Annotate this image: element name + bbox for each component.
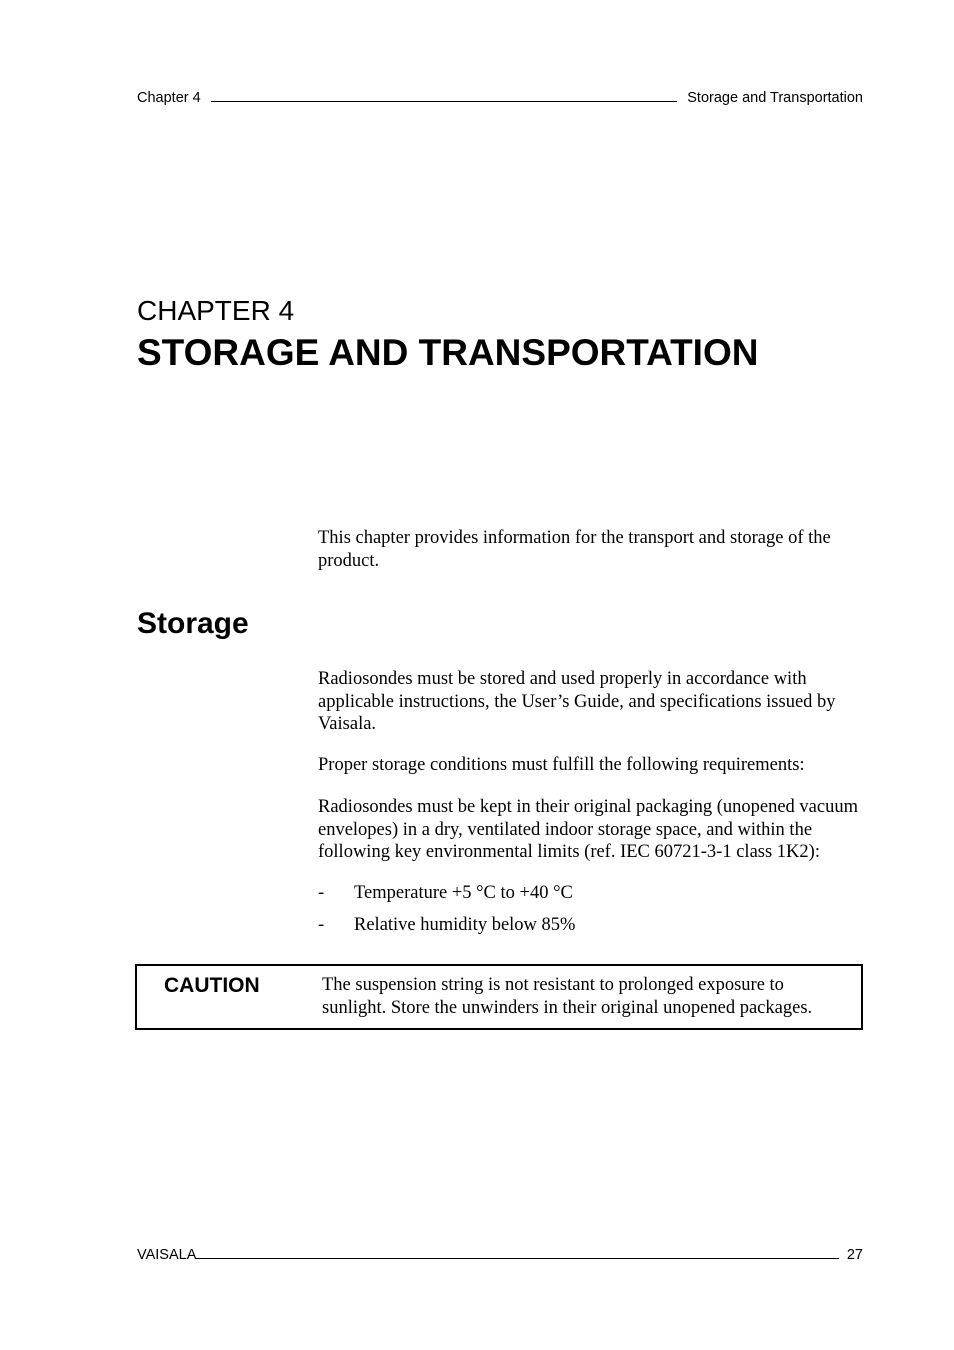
page-number: 27 (846, 1247, 863, 1263)
list-item-text: Relative humidity below 85% (354, 915, 576, 935)
list-marker: - (318, 883, 325, 903)
header-rule (211, 101, 678, 102)
storage-paragraph-3: Radiosondes must be kept in their original packaging (unopened vacuum envelopes) in a dry, ventilated indoor storage space, and within the following key environmental limits (ref. IEC 60721-3-1 class 1K2): (318, 797, 858, 862)
intro-paragraph: This chapter provides information for the transport and storage of the product. (318, 528, 831, 571)
list-marker: - (318, 915, 325, 935)
list-item (318, 915, 863, 937)
caution-box (135, 964, 863, 1030)
caution-text: The suspension string is not resistant to prolonged exposure to sunlight. Store the unwinders in their original unopened packages. (322, 975, 813, 1018)
caution-label: CAUTION (164, 974, 260, 997)
header-section-title: Storage and Transportation (687, 90, 863, 106)
storage-paragraph-1: Radiosondes must be stored and used properly in accordance with applicable instructions, the User’s Guide, and specifications issued by Vaisala. (318, 669, 836, 734)
header-chapter: Chapter 4 (137, 90, 201, 106)
footer-company: VAISALA (137, 1247, 197, 1263)
chapter-title: STORAGE AND TRANSPORTATION (137, 332, 759, 373)
environmental-limits-list (318, 883, 863, 937)
running-footer (137, 1243, 863, 1263)
footer-rule (196, 1258, 838, 1259)
running-header (137, 86, 863, 106)
list-item (318, 883, 863, 905)
list-item-text: Temperature +5 °C to +40 °C (354, 883, 573, 903)
storage-paragraph-2: Proper storage conditions must fulfill the following requirements: (318, 755, 805, 775)
section-heading-storage: Storage (137, 607, 249, 640)
chapter-label: CHAPTER 4 (137, 295, 295, 326)
